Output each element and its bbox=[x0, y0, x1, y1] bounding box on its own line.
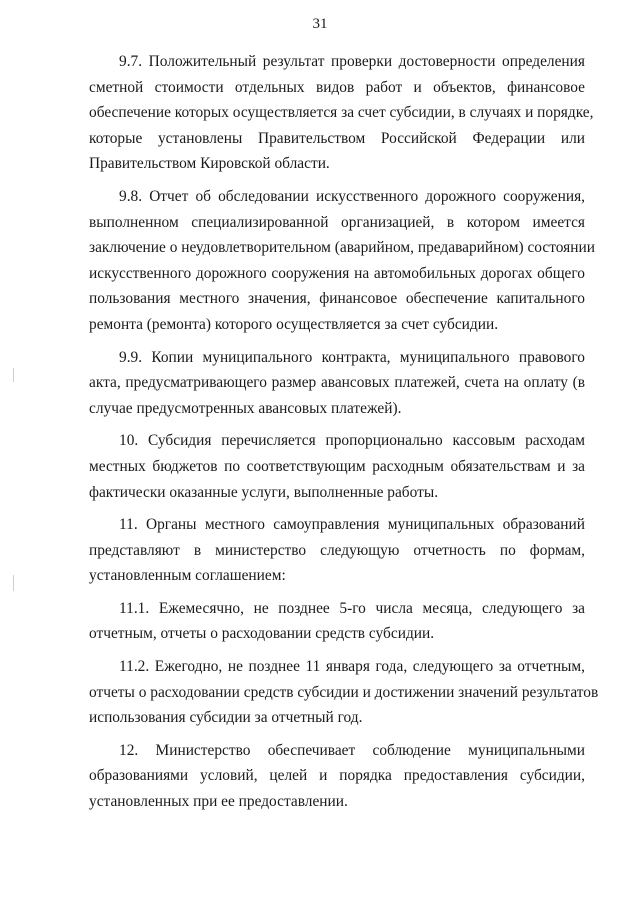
text-line: отчеты о расходовании средств субсидии и достижении значений результатов bbox=[89, 683, 599, 701]
text-line: выполненном специализированной организацией, в котором имеется bbox=[89, 213, 585, 231]
text-line: Правительством Кировской области. bbox=[89, 155, 330, 173]
paragraph-9-8 bbox=[89, 184, 595, 338]
margin-scan-mark bbox=[13, 575, 14, 591]
text-line: 11.1. Ежемесячно, не позднее 5-го числа месяца, следующего за bbox=[119, 599, 585, 617]
text-line: 9.9. Копии муниципального контракта, муниципального правового bbox=[119, 348, 585, 366]
text-line: местных бюджетов по соответствующим расходным обязательствам и за bbox=[89, 457, 585, 475]
text-line: пользования местного значения, финансовое обеспечение капитального bbox=[89, 290, 585, 308]
paragraph-10 bbox=[89, 428, 585, 505]
text-line: 11. Органы местного самоуправления муниципальных образований bbox=[119, 516, 585, 534]
paragraph-11-2 bbox=[89, 654, 599, 731]
paragraph-9-9 bbox=[89, 345, 585, 422]
text-line: 9.7. Положительный результат проверки достоверности определения bbox=[119, 53, 585, 70]
text-line: образованиями условий, целей и порядка предоставления субсидии, bbox=[89, 767, 585, 785]
text-line: 9.8. Отчет об обследовании искусственного дорожного сооружения, bbox=[119, 187, 585, 205]
page-number: 31 bbox=[312, 16, 328, 32]
paragraph-11 bbox=[89, 512, 585, 589]
text-line: случае предусмотренных авансовых платежей). bbox=[89, 399, 402, 417]
text-line: заключение о неудовлетворительном (аварийном, предаварийном) состоянии bbox=[89, 239, 595, 257]
text-line: 12. Министерство обеспечивает соблюдение муниципальными bbox=[119, 741, 585, 759]
text-line: ремонта (ремонта) которого осуществляется за счет субсидии. bbox=[89, 315, 499, 333]
document-body bbox=[89, 49, 599, 822]
text-line: установленных при ее предоставлении. bbox=[89, 793, 348, 811]
text-line: установленным соглашением: bbox=[89, 567, 286, 585]
paragraph-9-7 bbox=[89, 49, 594, 177]
text-line: искусственного дорожного сооружения на автомобильных дорогах общего bbox=[89, 264, 585, 282]
text-line: представляют в министерство следующую отчетность по формам, bbox=[89, 541, 585, 559]
text-line: отчетным, отчеты о расходовании средств субсидии. bbox=[89, 625, 435, 643]
text-line: 10. Субсидия перечисляется пропорционально кассовым расходам bbox=[119, 432, 585, 450]
text-line: фактически оказанные услуги, выполненные работы. bbox=[89, 483, 439, 501]
text-line: сметной стоимости отдельных видов работ и объектов, финансовое bbox=[89, 78, 585, 96]
text-line: акта, предусматривающего размер авансовых платежей, счета на оплату (в bbox=[89, 374, 585, 392]
text-line: обеспечение которых осуществляется за счет субсидии, в случаях и порядке, bbox=[89, 104, 594, 122]
text-line: которые установлены Правительством Российской Федерации или bbox=[89, 129, 585, 147]
paragraph-12 bbox=[89, 738, 585, 815]
text-line: использования субсидии за отчетный год. bbox=[89, 709, 363, 727]
text-line: 11.2. Ежегодно, не позднее 11 января года, следующего за отчетным, bbox=[119, 658, 585, 676]
paragraph-11-1 bbox=[89, 596, 585, 647]
margin-scan-mark bbox=[13, 368, 14, 382]
